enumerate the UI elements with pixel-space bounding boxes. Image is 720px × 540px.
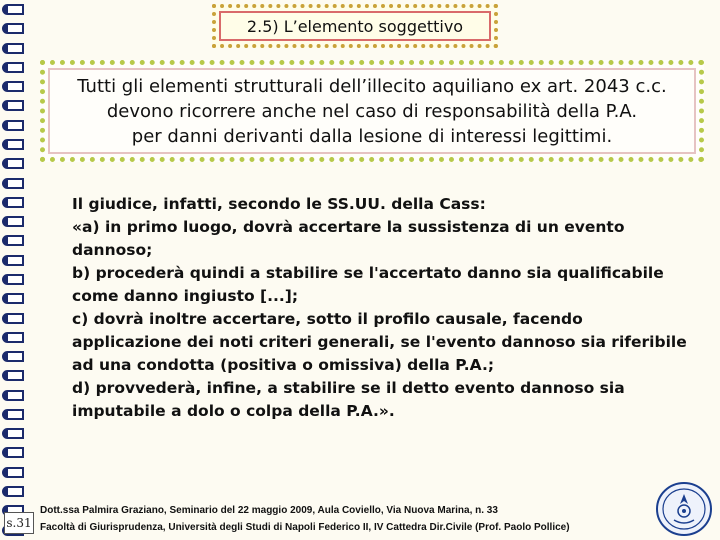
binder-ring bbox=[2, 178, 24, 189]
binder-ring bbox=[2, 390, 24, 401]
body-line: imputabile a dolo o colpa della P.A.». bbox=[72, 402, 395, 420]
summary-line: per danni derivanti dalla lesione di interessi legittimi. bbox=[131, 125, 613, 147]
summary-text bbox=[77, 74, 666, 149]
binder-ring bbox=[2, 332, 24, 343]
slide-title-box bbox=[212, 4, 498, 48]
body-line: come danno ingiusto [...]; bbox=[72, 287, 299, 305]
body-line: dannoso; bbox=[72, 241, 153, 259]
university-seal-icon bbox=[654, 480, 714, 538]
footer bbox=[40, 502, 640, 536]
binder-ring bbox=[2, 43, 24, 54]
body-line: d) provvederà, infine, a stabilire se il detto evento dannoso sia bbox=[72, 379, 625, 397]
body-line: c) dovrà inoltre accertare, sotto il profilo causale, facendo bbox=[72, 310, 583, 328]
summary-box bbox=[40, 60, 704, 162]
slide-title: 2.5) L’elemento soggettivo bbox=[246, 16, 464, 36]
binder-ring bbox=[2, 255, 24, 266]
binder-ring bbox=[2, 447, 24, 458]
footer-line: Facoltà di Giurisprudenza, Università degli Studi di Napoli Federico II, IV Cattedra Dir.Civile (Prof. Paolo Pollice) bbox=[40, 522, 570, 533]
binder-ring bbox=[2, 23, 24, 34]
binder-ring bbox=[2, 120, 24, 131]
body-line: «a) in primo luogo, dovrà accertare la sussistenza di un evento bbox=[72, 218, 625, 236]
binder-ring bbox=[2, 293, 24, 304]
binder-ring bbox=[2, 467, 24, 478]
binder-ring bbox=[2, 197, 24, 208]
binder-ring bbox=[2, 370, 24, 381]
body-line: applicazione dei noti criteri generali, se l'evento dannoso sia riferibile bbox=[72, 333, 687, 351]
slide-number: s.31 bbox=[4, 512, 34, 534]
body-line: b) procederà quindi a stabilire se l'accertato danno sia qualificabile bbox=[72, 264, 664, 282]
binder-ring bbox=[2, 274, 24, 285]
binder-ring bbox=[2, 428, 24, 439]
binder-ring bbox=[2, 158, 24, 169]
binder-ring bbox=[2, 4, 24, 15]
binder-ring bbox=[2, 139, 24, 150]
binder-ring bbox=[2, 235, 24, 246]
binder-ring bbox=[2, 351, 24, 362]
binder-ring bbox=[2, 216, 24, 227]
binder-ring bbox=[2, 409, 24, 420]
spiral-binding bbox=[0, 0, 26, 540]
binder-ring bbox=[2, 486, 24, 497]
body-line: Il giudice, infatti, secondo le SS.UU. della Cass: bbox=[72, 195, 486, 213]
summary-line: devono ricorrere anche nel caso di responsabilità della P.A. bbox=[106, 100, 638, 122]
binder-ring bbox=[2, 81, 24, 92]
binder-ring bbox=[2, 62, 24, 73]
binder-ring bbox=[2, 100, 24, 111]
binder-ring bbox=[2, 313, 24, 324]
footer-line: Dott.ssa Palmira Graziano, Seminario del 22 maggio 2009, Aula Coviello, Via Nuova Marina, n. 33 bbox=[40, 505, 498, 516]
body-line: ad una condotta (positiva o omissiva) della P.A.; bbox=[72, 356, 495, 374]
body-text bbox=[72, 193, 697, 423]
summary-line: Tutti gli elementi strutturali dell’illecito aquiliano ex art. 2043 c.c. bbox=[77, 75, 667, 97]
